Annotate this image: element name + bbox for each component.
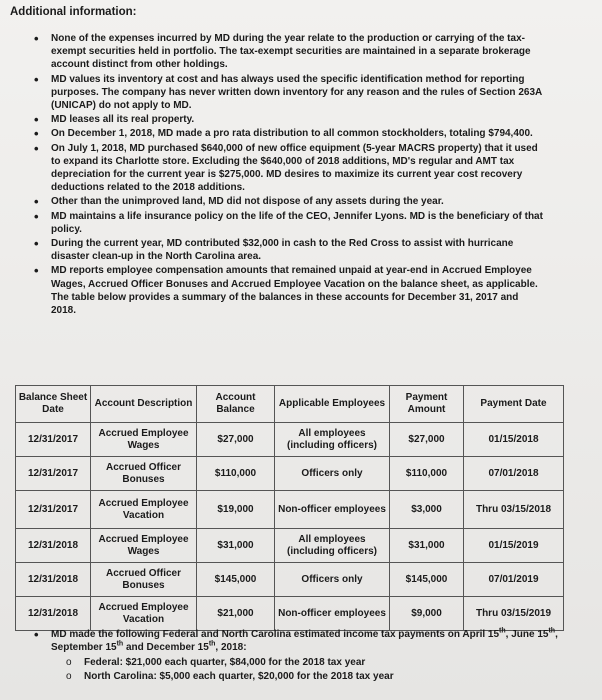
sub-bullet-federal: o Federal: $21,000 each quarter, $84,000 for the 2018 tax year	[66, 656, 564, 670]
bullet-life-insurance: • MD maintains a life insurance policy on the life of the CEO, Jennifer Lyons. MD is the beneficiary of that policy.	[34, 210, 546, 236]
bullet-tax-exempt: • None of the expenses incurred by MD during the year relate to the production or carrying of the tax-exempt securities held in portfolio. The tax-exempt securities are maintained in a separate brokerage account distinct from other holdings.	[34, 32, 546, 72]
table-cell: $3,000	[390, 491, 464, 529]
info-bullet-list	[34, 32, 546, 318]
table-cell: 12/31/2018	[16, 563, 91, 597]
table-cell: $145,000	[390, 563, 464, 597]
sub-bullet-north-carolina: o North Carolina: $5,000 each quarter, $20,000 for the 2018 tax year	[66, 670, 564, 684]
table-cell: Accrued Officer Bonuses	[91, 457, 197, 491]
table-cell: Accrued Employee Wages	[91, 423, 197, 457]
table-cell: Thru 03/15/2018	[464, 491, 564, 529]
table-cell: $145,000	[197, 563, 275, 597]
table-cell: Accrued Officer Bonuses	[91, 563, 197, 597]
table-cell: All employees (including officers)	[275, 529, 390, 563]
table-cell: Officers only	[275, 563, 390, 597]
col-header: Account Description	[91, 386, 197, 423]
col-header: Account Balance	[197, 386, 275, 423]
table-row	[16, 597, 564, 631]
table-cell: Non-officer employees	[275, 491, 390, 529]
table-cell: Accrued Employee Wages	[91, 529, 197, 563]
table-cell: $21,000	[197, 597, 275, 631]
table-row	[16, 529, 564, 563]
bullet-estimated-payments: • MD made the following Federal and North Carolina estimated income tax payments on April 15th, June 15th, September 15th and December 15th, 2018:	[34, 628, 564, 654]
estimated-payments-section	[34, 628, 564, 684]
table-row	[16, 457, 564, 491]
table-cell: 07/01/2018	[464, 457, 564, 491]
table-cell: 12/31/2018	[16, 597, 91, 631]
table-cell: 07/01/2019	[464, 563, 564, 597]
table-cell: 01/15/2018	[464, 423, 564, 457]
table-cell: Accrued Employee Vacation	[91, 597, 197, 631]
table-cell: $31,000	[197, 529, 275, 563]
table-cell: Non-officer employees	[275, 597, 390, 631]
bullet-red-cross: • During the current year, MD contributed $32,000 in cash to the Red Cross to assist with hurricane disaster clean-up in the North Carolina area.	[34, 237, 546, 263]
table-cell: $110,000	[390, 457, 464, 491]
table-cell: $31,000	[390, 529, 464, 563]
table-cell: 01/15/2019	[464, 529, 564, 563]
table-cell: $27,000	[197, 423, 275, 457]
table-row	[16, 423, 564, 457]
bullet-inventory: • MD values its inventory at cost and has always used the specific identification method for reporting purposes. The company has never written down inventory for any reason and the rules of Section 263A (UNICAP) do not apply to MD.	[34, 73, 546, 113]
table-cell: Accrued Employee Vacation	[91, 491, 197, 529]
estimated-payments-sublist	[34, 656, 564, 684]
table-cell: 12/31/2017	[16, 491, 91, 529]
table-cell: 12/31/2017	[16, 457, 91, 491]
table-cell: All employees (including officers)	[275, 423, 390, 457]
bullet-employee-compensation: • MD reports employee compensation amounts that remained unpaid at year-end in Accrued Employee Wages, Accrued Officer Bonuses and Accrued Employee Vacation on the balance sheet, as applicable. The table below provides a summary of the balances in these accounts for December 31, 2017 and 2018.	[34, 264, 546, 317]
section-heading: Additional information:	[10, 6, 137, 18]
table-cell: $27,000	[390, 423, 464, 457]
col-header: Balance Sheet Date	[16, 386, 91, 423]
table-cell: 12/31/2018	[16, 529, 91, 563]
bullet-leases: • MD leases all its real property.	[34, 113, 546, 126]
table-row	[16, 563, 564, 597]
col-header: Payment Date	[464, 386, 564, 423]
col-header: Applicable Employees	[275, 386, 390, 423]
bullet-office-equipment: • On July 1, 2018, MD purchased $640,000 of new office equipment (5-year MACRS property) that it used to expand its Charlotte store. Excluding the $640,000 of 2018 additions, MD's regular and AMT tax depreciation for the current year is $275,000. MD desires to maximize its current year cost recovery deductions related to the 2018 additions.	[34, 142, 546, 195]
table-row	[16, 491, 564, 529]
col-header: Payment Amount	[390, 386, 464, 423]
table-cell: $110,000	[197, 457, 275, 491]
table-cell: $9,000	[390, 597, 464, 631]
bullet-distribution: • On December 1, 2018, MD made a pro rata distribution to all common stockholders, totaling $794,400.	[34, 127, 546, 140]
table-header-row	[16, 386, 564, 423]
table-cell: $19,000	[197, 491, 275, 529]
accrued-balances-table	[15, 385, 564, 631]
bullet-asset-disposal: • Other than the unimproved land, MD did not dispose of any assets during the year.	[34, 195, 546, 208]
table-cell: Officers only	[275, 457, 390, 491]
table-cell: 12/31/2017	[16, 423, 91, 457]
table-cell: Thru 03/15/2019	[464, 597, 564, 631]
